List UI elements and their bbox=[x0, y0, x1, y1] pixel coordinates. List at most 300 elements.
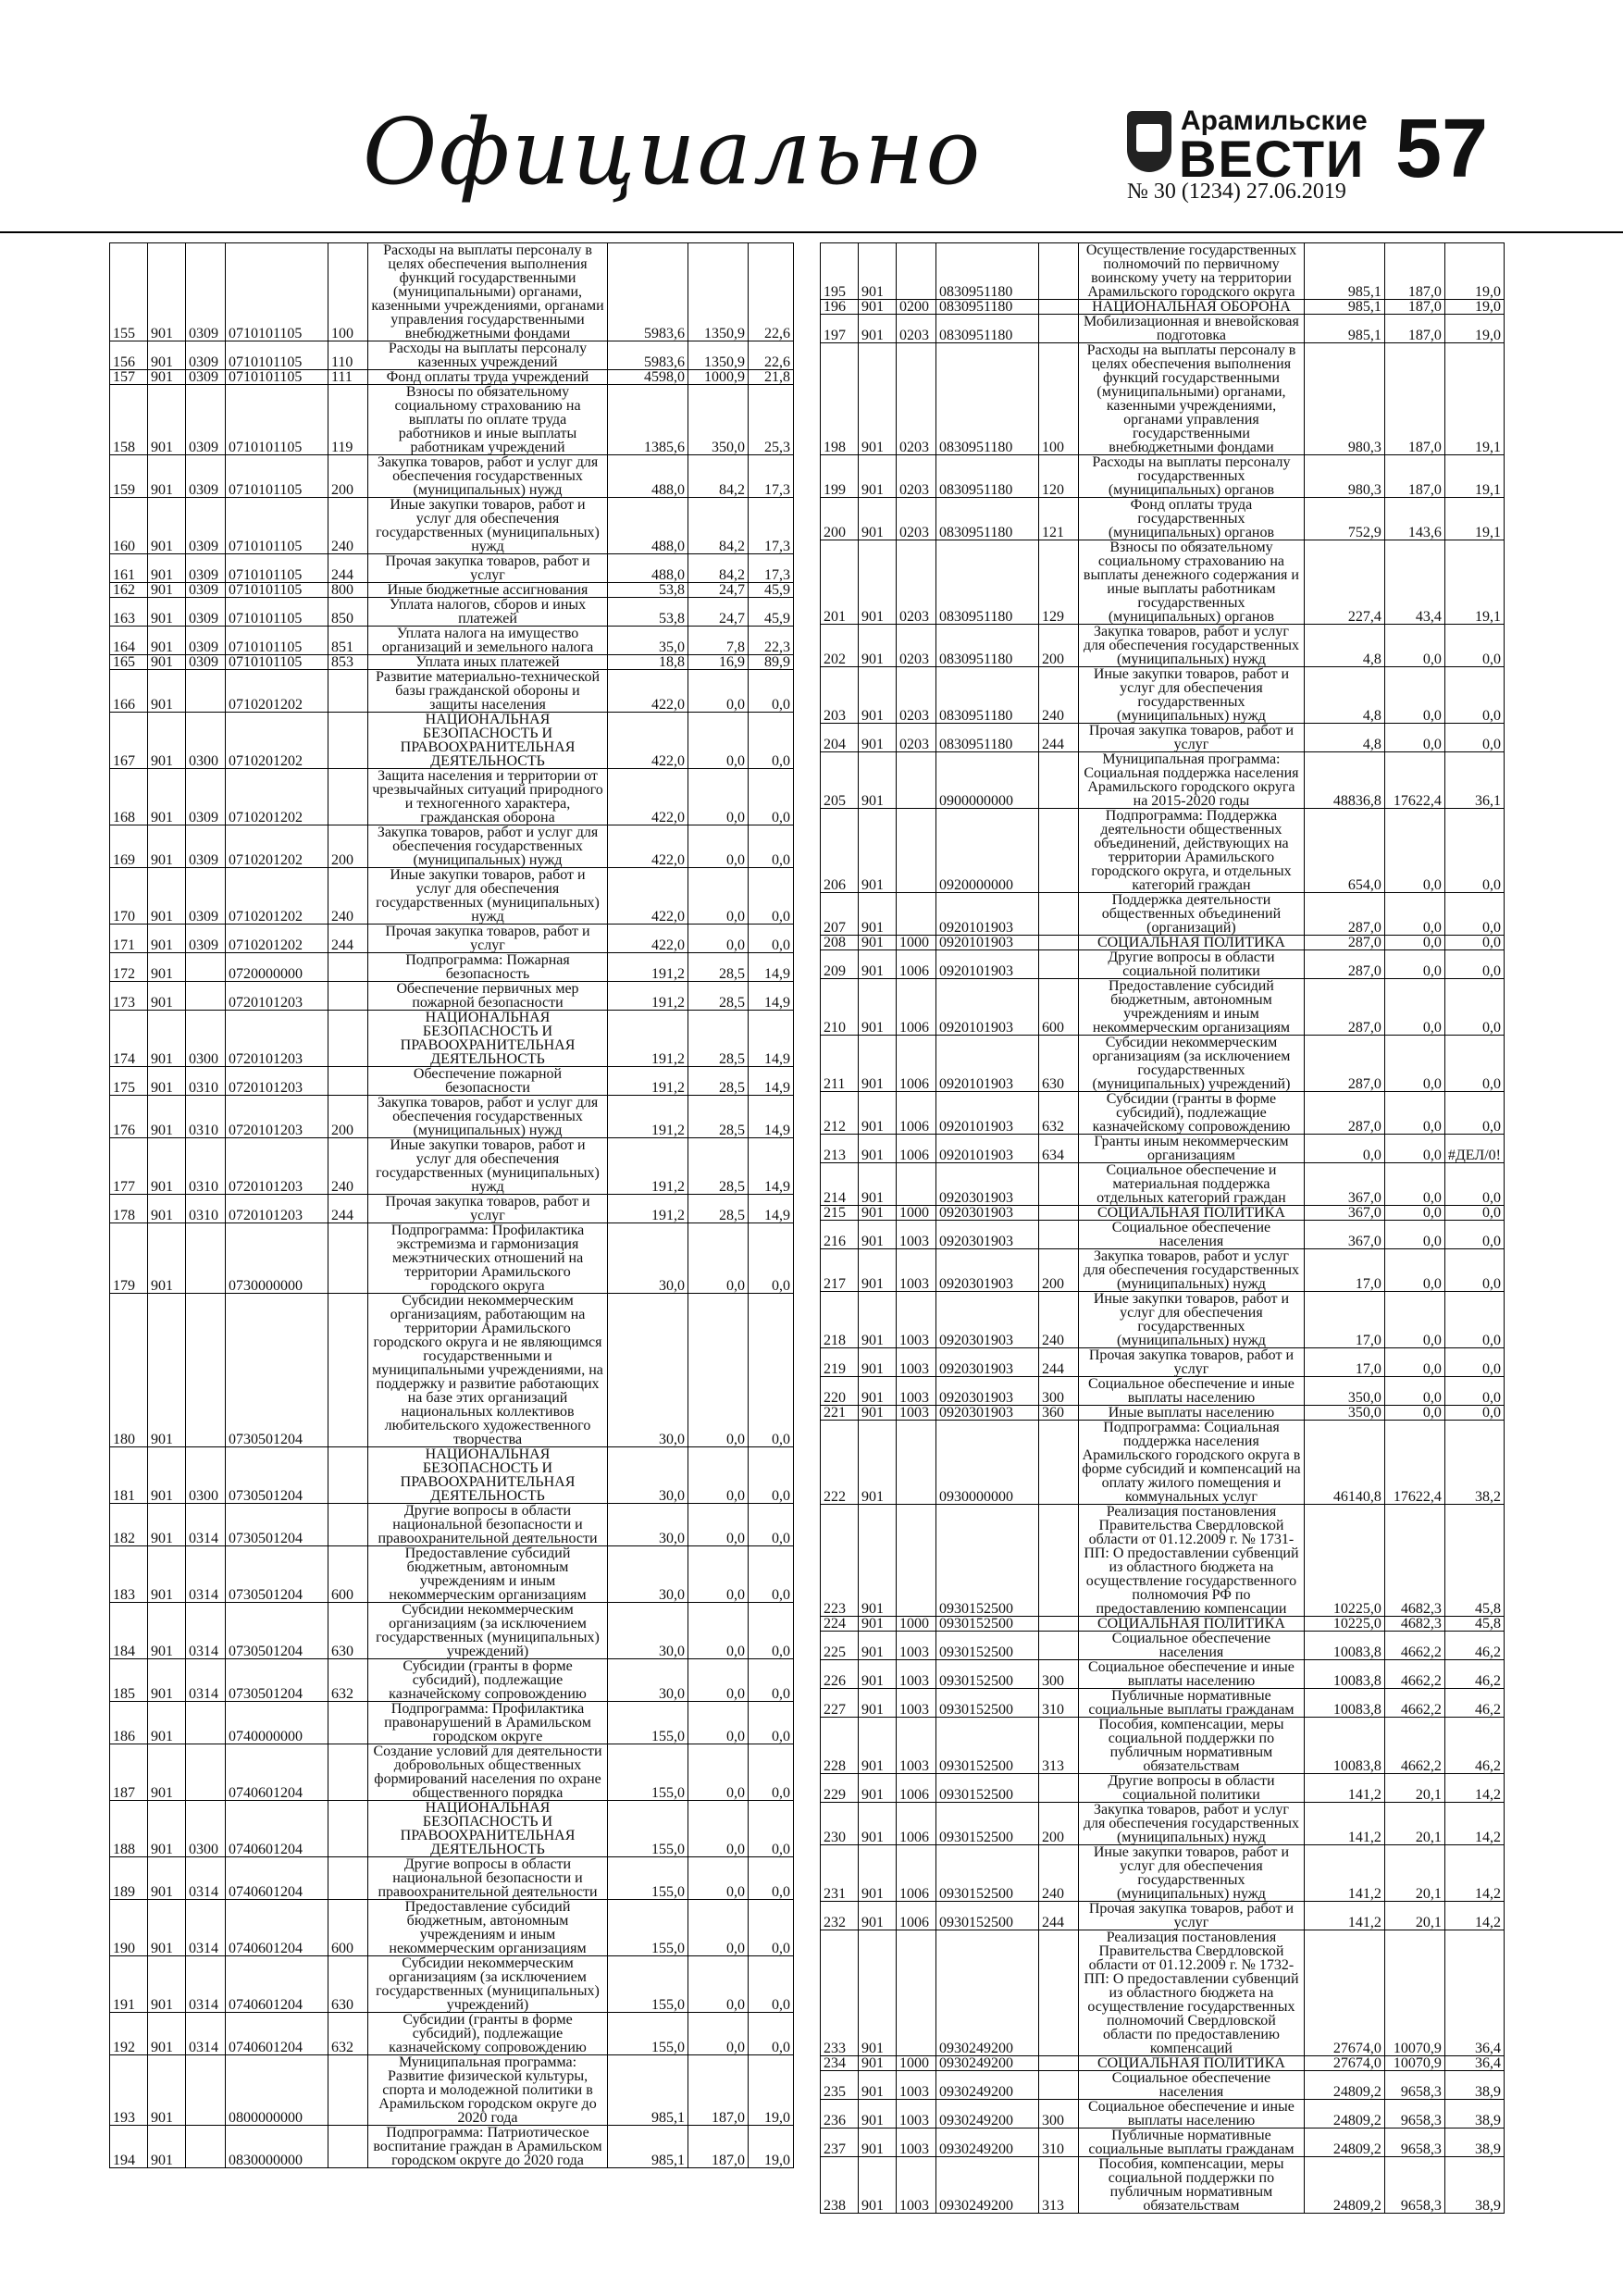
item-description: Уплата иных платежей bbox=[368, 655, 608, 670]
section-code bbox=[897, 1930, 936, 2056]
expense-type-code bbox=[1039, 893, 1079, 936]
table-row bbox=[110, 498, 794, 554]
section-code bbox=[897, 752, 936, 809]
item-description: Субсидии некоммерческим организациям (за исключением государственных (муниципальных) учреждений) bbox=[368, 1956, 608, 2013]
planned-amount: 17,0 bbox=[1304, 1292, 1384, 1348]
execution-percent: 0,0 bbox=[749, 1504, 794, 1546]
row-number: 192 bbox=[110, 2013, 148, 2055]
section-code: 1003 bbox=[897, 2128, 936, 2157]
executed-amount: 28,5 bbox=[688, 982, 749, 1011]
item-description: Прочая закупка товаров, работ и услуг bbox=[1079, 724, 1305, 752]
expense-type-code bbox=[1039, 1617, 1079, 1632]
section-code bbox=[897, 1163, 936, 1206]
execution-percent: 0,0 bbox=[1444, 724, 1504, 752]
planned-amount: 422,0 bbox=[608, 925, 688, 953]
execution-percent: 45,8 bbox=[1444, 1617, 1504, 1632]
expense-type-code bbox=[1039, 1632, 1079, 1660]
target-article-code: 0830951180 bbox=[936, 540, 1039, 625]
execution-percent: 19,1 bbox=[1444, 540, 1504, 625]
table-row bbox=[821, 1632, 1505, 1660]
table-row bbox=[110, 655, 794, 670]
executed-amount: 187,0 bbox=[688, 2126, 749, 2168]
executed-amount: 0,0 bbox=[688, 1504, 749, 1546]
department-code: 901 bbox=[859, 1660, 897, 1689]
planned-amount: 10083,8 bbox=[1304, 1632, 1384, 1660]
executed-amount: 1000,9 bbox=[688, 370, 749, 385]
table-row bbox=[821, 1930, 1505, 2056]
section-code: 1000 bbox=[897, 936, 936, 950]
expense-type-code: 632 bbox=[328, 1659, 368, 1702]
item-description: Поддержка деятельности общественных объединений (организаций) bbox=[1079, 893, 1305, 936]
planned-amount: 191,2 bbox=[608, 1195, 688, 1223]
expense-type-code: 244 bbox=[1039, 1902, 1079, 1930]
department-code: 901 bbox=[148, 1011, 186, 1067]
executed-amount: 17622,4 bbox=[1384, 752, 1444, 809]
section-code bbox=[186, 2126, 226, 2168]
section-code: 1006 bbox=[897, 979, 936, 1036]
execution-percent: 38,9 bbox=[1444, 2128, 1504, 2157]
section-code: 1003 bbox=[897, 1406, 936, 1421]
department-code: 901 bbox=[148, 1702, 186, 1744]
target-article-code: 0830951180 bbox=[936, 498, 1039, 540]
planned-amount: 27674,0 bbox=[1304, 2056, 1384, 2071]
target-article-code: 0710101105 bbox=[226, 341, 328, 370]
execution-percent: 22,3 bbox=[749, 627, 794, 655]
expense-type-code bbox=[328, 769, 368, 825]
section-code: 1006 bbox=[897, 1803, 936, 1845]
item-description: Прочая закупка товаров, работ и услуг bbox=[368, 1195, 608, 1223]
row-number: 230 bbox=[821, 1803, 859, 1845]
execution-percent: 38,9 bbox=[1444, 2157, 1504, 2214]
target-article-code: 0920301903 bbox=[936, 1377, 1039, 1406]
department-code: 901 bbox=[148, 953, 186, 982]
row-number: 210 bbox=[821, 979, 859, 1036]
item-description: Прочая закупка товаров, работ и услуг bbox=[368, 925, 608, 953]
planned-amount: 367,0 bbox=[1304, 1163, 1384, 1206]
department-code: 901 bbox=[148, 1744, 186, 1801]
planned-amount: 752,9 bbox=[1304, 498, 1384, 540]
executed-amount: 4662,2 bbox=[1384, 1660, 1444, 1689]
table-row bbox=[821, 893, 1505, 936]
planned-amount: 10083,8 bbox=[1304, 1689, 1384, 1718]
target-article-code: 0720101203 bbox=[226, 1067, 328, 1096]
table-row bbox=[110, 1857, 794, 1900]
expense-type-code: 313 bbox=[1039, 1718, 1079, 1774]
table-row bbox=[821, 243, 1505, 300]
section-code: 0203 bbox=[897, 540, 936, 625]
executed-amount: 84,2 bbox=[688, 554, 749, 583]
executed-amount: 187,0 bbox=[1384, 243, 1444, 300]
planned-amount: 5983,6 bbox=[608, 243, 688, 341]
department-code: 901 bbox=[148, 583, 186, 598]
item-description: Субсидии некоммерческим организациям (за исключением государственных (муниципальных) учреждений) bbox=[1079, 1036, 1305, 1092]
executed-amount: 0,0 bbox=[1384, 1163, 1444, 1206]
execution-percent: 0,0 bbox=[749, 1223, 794, 1294]
target-article-code: 0930152500 bbox=[936, 1660, 1039, 1689]
planned-amount: 53,8 bbox=[608, 598, 688, 627]
item-description: Субсидии (гранты в форме субсидий), подлежащие казначейскому сопровождению bbox=[368, 1659, 608, 1702]
item-description: Расходы на выплаты персоналу в целях обеспечения выполнения функций государственными (муниципальными) органами, казенными учреждениями, органами управления государственными внебюджетными фондами bbox=[1079, 343, 1305, 455]
expense-type-code: 300 bbox=[1039, 1377, 1079, 1406]
table-row bbox=[110, 1223, 794, 1294]
row-number: 204 bbox=[821, 724, 859, 752]
target-article-code: 0710101105 bbox=[226, 598, 328, 627]
department-code: 901 bbox=[859, 893, 897, 936]
row-number: 219 bbox=[821, 1348, 859, 1377]
expense-type-code: 240 bbox=[328, 868, 368, 925]
table-row bbox=[821, 752, 1505, 809]
section-code: 1003 bbox=[897, 1689, 936, 1718]
target-article-code: 0710101105 bbox=[226, 498, 328, 554]
executed-amount: 0,0 bbox=[688, 1956, 749, 2013]
planned-amount: 4598,0 bbox=[608, 370, 688, 385]
table-row bbox=[110, 670, 794, 713]
planned-amount: 4,8 bbox=[1304, 667, 1384, 724]
target-article-code: 0930152500 bbox=[936, 1902, 1039, 1930]
expense-type-code bbox=[328, 1504, 368, 1546]
planned-amount: 30,0 bbox=[608, 1546, 688, 1603]
department-code: 901 bbox=[859, 1930, 897, 2056]
row-number: 199 bbox=[821, 455, 859, 498]
planned-amount: 155,0 bbox=[608, 2013, 688, 2055]
section-code bbox=[186, 1744, 226, 1801]
executed-amount: 187,0 bbox=[1384, 455, 1444, 498]
target-article-code: 0710201202 bbox=[226, 868, 328, 925]
row-number: 188 bbox=[110, 1801, 148, 1857]
section-code: 0300 bbox=[186, 713, 226, 769]
executed-amount: 0,0 bbox=[688, 1900, 749, 1956]
department-code: 901 bbox=[859, 1505, 897, 1617]
expense-type-code: 121 bbox=[1039, 498, 1079, 540]
target-article-code: 0930249200 bbox=[936, 2157, 1039, 2214]
table-row bbox=[110, 1702, 794, 1744]
executed-amount: 0,0 bbox=[688, 825, 749, 868]
execution-percent: 0,0 bbox=[749, 713, 794, 769]
section-code: 0203 bbox=[897, 455, 936, 498]
table-row bbox=[110, 370, 794, 385]
planned-amount: 227,4 bbox=[1304, 540, 1384, 625]
department-code: 901 bbox=[148, 341, 186, 370]
executed-amount: 28,5 bbox=[688, 953, 749, 982]
row-number: 237 bbox=[821, 2128, 859, 2157]
item-description: Публичные нормативные социальные выплаты гражданам bbox=[1079, 2128, 1305, 2157]
section-code: 0203 bbox=[897, 625, 936, 667]
table-row bbox=[821, 1206, 1505, 1221]
expense-type-code: 200 bbox=[1039, 625, 1079, 667]
department-code: 901 bbox=[148, 1447, 186, 1504]
table-row bbox=[821, 950, 1505, 979]
executed-amount: 9658,3 bbox=[1384, 2128, 1444, 2157]
department-code: 901 bbox=[148, 925, 186, 953]
department-code: 901 bbox=[859, 343, 897, 455]
executed-amount: 10070,9 bbox=[1384, 2056, 1444, 2071]
target-article-code: 0920101903 bbox=[936, 1036, 1039, 1092]
planned-amount: 30,0 bbox=[608, 1447, 688, 1504]
execution-percent: 0,0 bbox=[749, 868, 794, 925]
execution-percent: 0,0 bbox=[1444, 936, 1504, 950]
department-code: 901 bbox=[148, 1900, 186, 1956]
row-number: 185 bbox=[110, 1659, 148, 1702]
row-number: 158 bbox=[110, 385, 148, 455]
item-description: Предоставление субсидий бюджетным, автономным учреждениям и иным некоммерческим организациям bbox=[1079, 979, 1305, 1036]
section-code: 0309 bbox=[186, 341, 226, 370]
section-code: 1000 bbox=[897, 1206, 936, 1221]
planned-amount: 350,0 bbox=[1304, 1377, 1384, 1406]
execution-percent: 14,9 bbox=[749, 1011, 794, 1067]
executed-amount: 0,0 bbox=[1384, 1092, 1444, 1135]
section-code: 1003 bbox=[897, 1718, 936, 1774]
row-number: 220 bbox=[821, 1377, 859, 1406]
planned-amount: 422,0 bbox=[608, 769, 688, 825]
execution-percent: 0,0 bbox=[749, 925, 794, 953]
executed-amount: 1350,9 bbox=[688, 341, 749, 370]
table-row bbox=[821, 1135, 1505, 1163]
execution-percent: 14,9 bbox=[749, 1067, 794, 1096]
execution-percent: 0,0 bbox=[749, 1801, 794, 1857]
planned-amount: 155,0 bbox=[608, 1900, 688, 1956]
planned-amount: 287,0 bbox=[1304, 1036, 1384, 1092]
execution-percent: 19,1 bbox=[1444, 455, 1504, 498]
planned-amount: 985,1 bbox=[608, 2055, 688, 2126]
planned-amount: 5983,6 bbox=[608, 341, 688, 370]
expense-type-code: 600 bbox=[328, 1900, 368, 1956]
execution-percent: 38,9 bbox=[1444, 2071, 1504, 2100]
executed-amount: 20,1 bbox=[1384, 1803, 1444, 1845]
expense-type-code bbox=[1039, 1421, 1079, 1505]
executed-amount: 20,1 bbox=[1384, 1902, 1444, 1930]
target-article-code: 0740601204 bbox=[226, 1744, 328, 1801]
section-code: 0314 bbox=[186, 1546, 226, 1603]
execution-percent: 14,2 bbox=[1444, 1902, 1504, 1930]
target-article-code: 0710101105 bbox=[226, 655, 328, 670]
item-description: Создание условий для деятельности добровольных общественных формирований населения по охране общественного порядка bbox=[368, 1744, 608, 1801]
planned-amount: 287,0 bbox=[1304, 979, 1384, 1036]
expense-type-code bbox=[1039, 1774, 1079, 1803]
department-code: 901 bbox=[859, 2056, 897, 2071]
target-article-code: 0740601204 bbox=[226, 1900, 328, 1956]
executed-amount: 16,9 bbox=[688, 655, 749, 670]
execution-percent: 0,0 bbox=[1444, 1249, 1504, 1292]
row-number: 156 bbox=[110, 341, 148, 370]
item-description: Прочая закупка товаров, работ и услуг bbox=[1079, 1348, 1305, 1377]
row-number: 198 bbox=[821, 343, 859, 455]
execution-percent: 0,0 bbox=[1444, 625, 1504, 667]
planned-amount: 155,0 bbox=[608, 1702, 688, 1744]
section-code: 1003 bbox=[897, 1249, 936, 1292]
planned-amount: 191,2 bbox=[608, 1011, 688, 1067]
department-code: 901 bbox=[859, 2128, 897, 2157]
item-description: Развитие материально-технической базы гражданской обороны и защиты населения bbox=[368, 670, 608, 713]
execution-percent: 0,0 bbox=[1444, 1348, 1504, 1377]
row-number: 184 bbox=[110, 1603, 148, 1659]
executed-amount: 4662,2 bbox=[1384, 1718, 1444, 1774]
expense-type-code: 851 bbox=[328, 627, 368, 655]
row-number: 176 bbox=[110, 1096, 148, 1138]
department-code: 901 bbox=[859, 950, 897, 979]
target-article-code: 0920301903 bbox=[936, 1249, 1039, 1292]
department-code: 901 bbox=[859, 1221, 897, 1249]
item-description: СОЦИАЛЬНАЯ ПОЛИТИКА bbox=[1079, 936, 1305, 950]
expense-type-code: 310 bbox=[1039, 1689, 1079, 1718]
planned-amount: 350,0 bbox=[1304, 1406, 1384, 1421]
executed-amount: 0,0 bbox=[1384, 950, 1444, 979]
table-row bbox=[110, 583, 794, 598]
planned-amount: 654,0 bbox=[1304, 809, 1384, 893]
planned-amount: 488,0 bbox=[608, 455, 688, 498]
planned-amount: 17,0 bbox=[1304, 1348, 1384, 1377]
executed-amount: 43,4 bbox=[1384, 540, 1444, 625]
row-number: 180 bbox=[110, 1294, 148, 1447]
budget-table-right bbox=[820, 242, 1505, 2214]
item-description: Социальное обеспечение и иные выплаты населению bbox=[1079, 1377, 1305, 1406]
section-code bbox=[186, 2055, 226, 2126]
section-code: 0310 bbox=[186, 1195, 226, 1223]
execution-percent: 14,2 bbox=[1444, 1803, 1504, 1845]
expense-type-code: 632 bbox=[1039, 1092, 1079, 1135]
expense-type-code bbox=[328, 1857, 368, 1900]
newspaper-logo bbox=[1127, 102, 1368, 188]
execution-percent: 36,4 bbox=[1444, 2056, 1504, 2071]
row-number: 169 bbox=[110, 825, 148, 868]
item-description: НАЦИОНАЛЬНАЯ БЕЗОПАСНОСТЬ И ПРАВООХРАНИТЕЛЬНАЯ ДЕЯТЕЛЬНОСТЬ bbox=[368, 1011, 608, 1067]
target-article-code: 0930152500 bbox=[936, 1617, 1039, 1632]
department-code: 901 bbox=[859, 1292, 897, 1348]
target-article-code: 0710101105 bbox=[226, 385, 328, 455]
table-row bbox=[110, 1956, 794, 2013]
item-description: Подпрограмма: Патриотическое воспитание граждан в Арамильском городском округе до 2020 года bbox=[368, 2126, 608, 2168]
row-number: 217 bbox=[821, 1249, 859, 1292]
item-description: Подпрограмма: Социальная поддержка населения Арамильского городского округа в форме субсидий и компенсаций на оплату жилого помещения и коммунальных услуг bbox=[1079, 1421, 1305, 1505]
execution-percent: 0,0 bbox=[749, 1702, 794, 1744]
section-code: 1003 bbox=[897, 2100, 936, 2128]
planned-amount: 980,3 bbox=[1304, 343, 1384, 455]
target-article-code: 0740601204 bbox=[226, 1801, 328, 1857]
expense-type-code bbox=[328, 1067, 368, 1096]
row-number: 195 bbox=[821, 243, 859, 300]
row-number: 238 bbox=[821, 2157, 859, 2214]
executed-amount: 28,5 bbox=[688, 1138, 749, 1195]
execution-percent: 0,0 bbox=[1444, 1406, 1504, 1421]
table-row bbox=[110, 341, 794, 370]
execution-percent: 0,0 bbox=[1444, 1092, 1504, 1135]
table-row bbox=[821, 1689, 1505, 1718]
target-article-code: 0930152500 bbox=[936, 1774, 1039, 1803]
department-code: 901 bbox=[859, 1421, 897, 1505]
section-code: 0309 bbox=[186, 498, 226, 554]
execution-percent: 0,0 bbox=[1444, 1221, 1504, 1249]
table-row bbox=[821, 2128, 1505, 2157]
section-code: 0310 bbox=[186, 1067, 226, 1096]
department-code: 901 bbox=[859, 1617, 897, 1632]
target-article-code: 0710101105 bbox=[226, 243, 328, 341]
department-code: 901 bbox=[148, 1195, 186, 1223]
department-code: 901 bbox=[859, 1774, 897, 1803]
section-code bbox=[897, 1505, 936, 1617]
executed-amount: 0,0 bbox=[688, 1801, 749, 1857]
target-article-code: 0710101105 bbox=[226, 554, 328, 583]
table-row bbox=[821, 1774, 1505, 1803]
table-row bbox=[821, 1902, 1505, 1930]
target-article-code: 0730501204 bbox=[226, 1603, 328, 1659]
row-number: 209 bbox=[821, 950, 859, 979]
expense-type-code: 360 bbox=[1039, 1406, 1079, 1421]
executed-amount: 350,0 bbox=[688, 385, 749, 455]
planned-amount: 30,0 bbox=[608, 1504, 688, 1546]
department-code: 901 bbox=[859, 1135, 897, 1163]
item-description: Субсидии некоммерческим организациям, работающим на территории Арамильского городского округа и не являющимся государственными и муниципальными учреждениями, на поддержку и развитие работающих на базе этих организаций национальных коллективов любительского художественного творчества bbox=[368, 1294, 608, 1447]
execution-percent: 0,0 bbox=[749, 825, 794, 868]
row-number: 235 bbox=[821, 2071, 859, 2100]
target-article-code: 0730501204 bbox=[226, 1294, 328, 1447]
execution-percent: 0,0 bbox=[1444, 667, 1504, 724]
executed-amount: 187,0 bbox=[688, 2055, 749, 2126]
row-number: 200 bbox=[821, 498, 859, 540]
section-code bbox=[897, 893, 936, 936]
row-number: 174 bbox=[110, 1011, 148, 1067]
expense-type-code: 240 bbox=[1039, 667, 1079, 724]
expense-type-code: 630 bbox=[1039, 1036, 1079, 1092]
row-number: 224 bbox=[821, 1617, 859, 1632]
execution-percent: 0,0 bbox=[749, 1857, 794, 1900]
execution-percent: 46,2 bbox=[1444, 1660, 1504, 1689]
department-code: 901 bbox=[859, 2071, 897, 2100]
item-description: Социальное обеспечение населения bbox=[1079, 2071, 1305, 2100]
expense-type-code: 244 bbox=[1039, 1348, 1079, 1377]
expense-type-code: 129 bbox=[1039, 540, 1079, 625]
table-row bbox=[821, 315, 1505, 343]
item-description: Взносы по обязательному социальному страхованию на выплаты по оплате труда работников и иные выплаты работникам учреждений bbox=[368, 385, 608, 455]
item-description: Подпрограмма: Пожарная безопасность bbox=[368, 953, 608, 982]
department-code: 901 bbox=[148, 655, 186, 670]
row-number: 215 bbox=[821, 1206, 859, 1221]
planned-amount: 287,0 bbox=[1304, 936, 1384, 950]
department-code: 901 bbox=[859, 1902, 897, 1930]
row-number: 233 bbox=[821, 1930, 859, 2056]
item-description: Подпрограмма: Поддержка деятельности общественных объединений, действующих на территории Арамильского городского округа, и отдельных категорий граждан bbox=[1079, 809, 1305, 893]
planned-amount: 422,0 bbox=[608, 713, 688, 769]
department-code: 901 bbox=[859, 979, 897, 1036]
planned-amount: 191,2 bbox=[608, 1067, 688, 1096]
item-description: Реализация постановления Правительства Свердловской области от 01.12.2009 г. № 1732-ПП: О предоставлении субвенций из областного бюджета на осуществление государственных полномочий Свердловской области по предоставлению компенсаций bbox=[1079, 1930, 1305, 2056]
section-code: 1003 bbox=[897, 2071, 936, 2100]
department-code: 901 bbox=[148, 498, 186, 554]
table-row bbox=[821, 1406, 1505, 1421]
item-description: Взносы по обязательному социальному страхованию на выплаты денежного содержания и иные выплаты работникам государственных (муниципальных) органов bbox=[1079, 540, 1305, 625]
table-row bbox=[110, 455, 794, 498]
planned-amount: 287,0 bbox=[1304, 1092, 1384, 1135]
row-number: 167 bbox=[110, 713, 148, 769]
planned-amount: 10083,8 bbox=[1304, 1718, 1384, 1774]
executed-amount: 0,0 bbox=[1384, 1377, 1444, 1406]
row-number: 218 bbox=[821, 1292, 859, 1348]
table-row bbox=[110, 868, 794, 925]
department-code: 901 bbox=[859, 625, 897, 667]
item-description: Социальное обеспечение и иные выплаты населению bbox=[1079, 2100, 1305, 2128]
table-row bbox=[110, 627, 794, 655]
section-code: 0314 bbox=[186, 2013, 226, 2055]
expense-type-code bbox=[1039, 752, 1079, 809]
target-article-code: 0720000000 bbox=[226, 953, 328, 982]
planned-amount: 0,0 bbox=[1304, 1135, 1384, 1163]
target-article-code: 0740000000 bbox=[226, 1702, 328, 1744]
executed-amount: 4682,3 bbox=[1384, 1505, 1444, 1617]
planned-amount: 422,0 bbox=[608, 825, 688, 868]
row-number: 168 bbox=[110, 769, 148, 825]
row-number: 212 bbox=[821, 1092, 859, 1135]
target-article-code: 0930249200 bbox=[936, 2128, 1039, 2157]
target-article-code: 0710101105 bbox=[226, 455, 328, 498]
department-code: 901 bbox=[148, 1294, 186, 1447]
